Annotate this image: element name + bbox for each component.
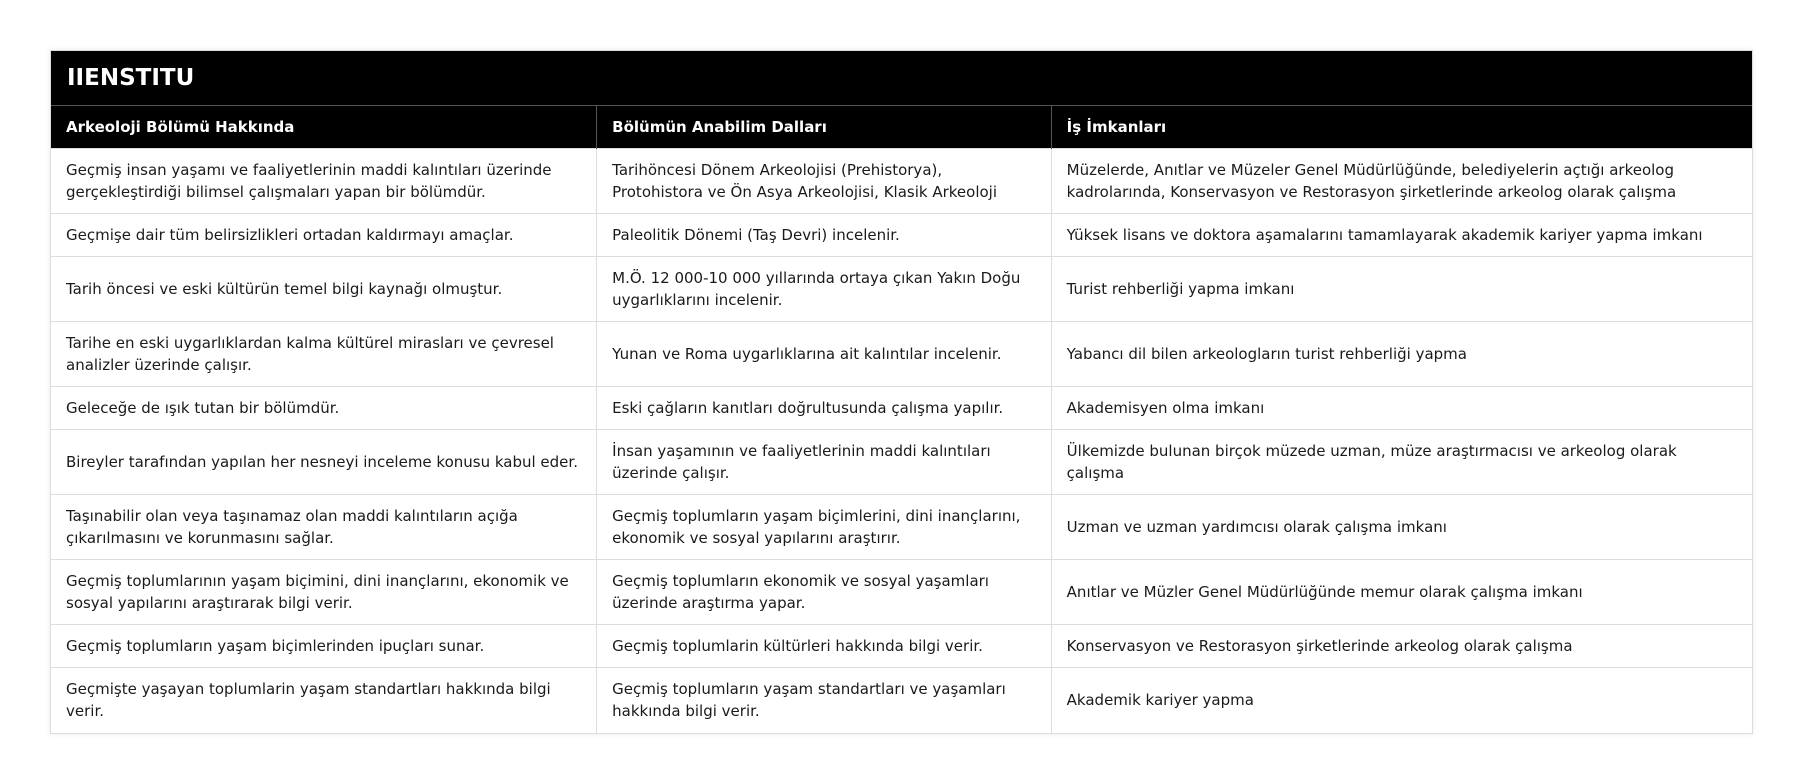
career-table xyxy=(51,105,1752,733)
table-cell: İnsan yaşamının ve faaliyetlerinin maddi kalıntıları üzerinde çalışır. xyxy=(597,430,1052,495)
table-cell: Tarihöncesi Dönem Arkeolojisi (Prehistorya), Protohistora ve Ön Asya Arkeolojisi, Klasik Arkeoloji xyxy=(597,149,1052,214)
table-cell: Akademik kariyer yapma xyxy=(1051,668,1752,733)
table-row xyxy=(51,257,1752,322)
table-cell: Tarih öncesi ve eski kültürün temel bilgi kaynağı olmuştur. xyxy=(51,257,597,322)
table-cell: Yabancı dil bilen arkeologların turist rehberliği yapma xyxy=(1051,322,1752,387)
column-header-careers: İş İmkanları xyxy=(1051,106,1752,149)
table-row xyxy=(51,322,1752,387)
column-header-about: Arkeoloji Bölümü Hakkında xyxy=(51,106,597,149)
table-cell: Geçmiş insan yaşamı ve faaliyetlerinin maddi kalıntıları üzerinde gerçekleştirdiği bilimsel çalışmaları yapan bir bölümdür. xyxy=(51,149,597,214)
table-cell: Ülkemizde bulunan birçok müzede uzman, müze araştırmacısı ve arkeolog olarak çalışma xyxy=(1051,430,1752,495)
table-cell: Yunan ve Roma uygarlıklarına ait kalıntılar incelenir. xyxy=(597,322,1052,387)
table-cell: Taşınabilir olan veya taşınamaz olan maddi kalıntıların açığa çıkarılmasını ve korunmasını sağlar. xyxy=(51,495,597,560)
column-header-departments: Bölümün Anabilim Dalları xyxy=(597,106,1052,149)
table-row xyxy=(51,560,1752,625)
table-cell: Paleolitik Dönemi (Taş Devri) incelenir. xyxy=(597,214,1052,257)
table-cell: Bireyler tarafından yapılan her nesneyi inceleme konusu kabul eder. xyxy=(51,430,597,495)
table-cell: Geçmiş toplumların ekonomik ve sosyal yaşamları üzerinde araştırma yapar. xyxy=(597,560,1052,625)
table-cell: Eski çağların kanıtları doğrultusunda çalışma yapılır. xyxy=(597,387,1052,430)
table-cell: Konservasyon ve Restorasyon şirketlerinde arkeolog olarak çalışma xyxy=(1051,625,1752,668)
table-row xyxy=(51,387,1752,430)
table-cell: Geçmiş toplumların yaşam biçimlerinden ipuçları sunar. xyxy=(51,625,597,668)
table-row xyxy=(51,495,1752,560)
table-cell: Geleceğe de ışık tutan bir bölümdür. xyxy=(51,387,597,430)
table-cell: Geçmişe dair tüm belirsizlikleri ortadan kaldırmayı amaçlar. xyxy=(51,214,597,257)
table-row xyxy=(51,668,1752,733)
table-cell: Müzelerde, Anıtlar ve Müzeler Genel Müdürlüğünde, belediyelerin açtığı arkeolog kadrolarında, Konservasyon ve Restorasyon şirketlerinde arkeolog olarak çalışma xyxy=(1051,149,1752,214)
brand-title: IIENSTITU xyxy=(67,65,195,91)
content-card xyxy=(50,50,1753,734)
table-cell: Geçmiş toplumlarının yaşam biçimini, dini inançlarını, ekonomik ve sosyal yapılarını araştırarak bilgi verir. xyxy=(51,560,597,625)
table-header-row xyxy=(51,106,1752,149)
table-cell: Geçmiş toplumların yaşam biçimlerini, dini inançlarını, ekonomik ve sosyal yapılarını araştırır. xyxy=(597,495,1052,560)
table-cell: Geçmiş toplumlarin kültürleri hakkında bilgi verir. xyxy=(597,625,1052,668)
table-cell: Turist rehberliği yapma imkanı xyxy=(1051,257,1752,322)
table-cell: Uzman ve uzman yardımcısı olarak çalışma imkanı xyxy=(1051,495,1752,560)
brand-title-bar xyxy=(51,51,1752,105)
table-row xyxy=(51,430,1752,495)
table-row xyxy=(51,625,1752,668)
table-cell: Geçmiş toplumların yaşam standartları ve yaşamları hakkında bilgi verir. xyxy=(597,668,1052,733)
table-row xyxy=(51,149,1752,214)
table-cell: Tarihe en eski uygarlıklardan kalma kültürel mirasları ve çevresel analizler üzerinde çalışır. xyxy=(51,322,597,387)
table-cell: Yüksek lisans ve doktora aşamalarını tamamlayarak akademik kariyer yapma imkanı xyxy=(1051,214,1752,257)
table-cell: M.Ö. 12 000-10 000 yıllarında ortaya çıkan Yakın Doğu uygarlıklarını incelenir. xyxy=(597,257,1052,322)
table-row xyxy=(51,214,1752,257)
table-cell: Akademisyen olma imkanı xyxy=(1051,387,1752,430)
table-cell: Anıtlar ve Müzler Genel Müdürlüğünde memur olarak çalışma imkanı xyxy=(1051,560,1752,625)
table-cell: Geçmişte yaşayan toplumlarin yaşam standartları hakkında bilgi verir. xyxy=(51,668,597,733)
